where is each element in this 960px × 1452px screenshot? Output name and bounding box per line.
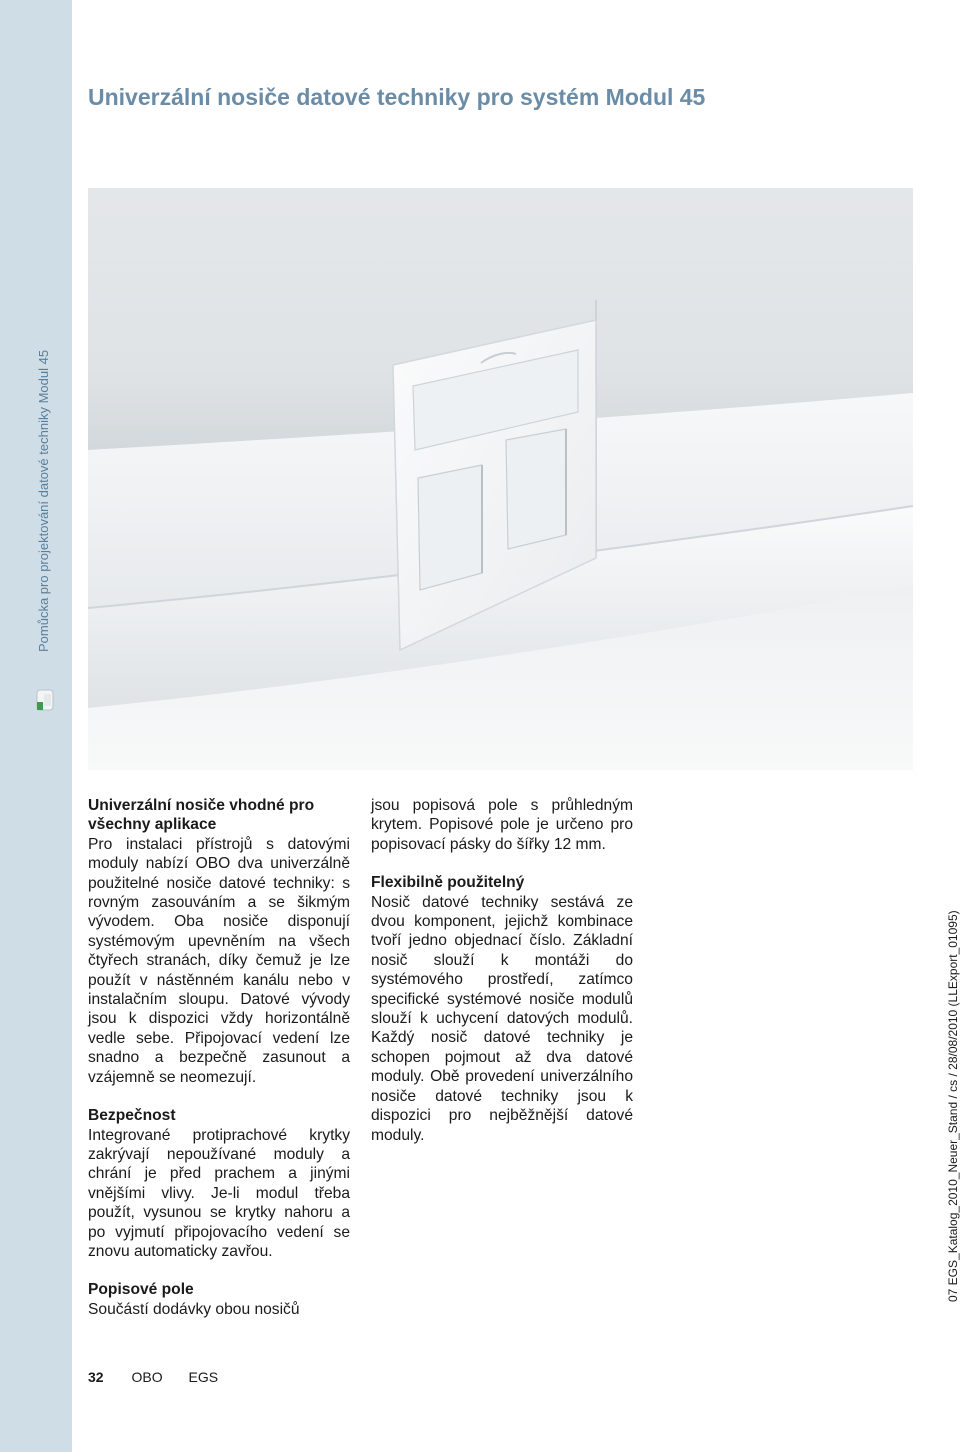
footer-brand: OBO — [131, 1369, 163, 1385]
paragraph-universal-carriers: Pro instalaci přístrojů s datovými moduly nabízí OBO dva univerzálně použitelné nosiče datové techniky: s rovným zasouváním a se šikmým vývodem. Oba nosiče disponují systémovým upevněním na všech čtyřech stranách, díky čemuž je lze použít v nástěnném kanálu nebo v instalačním sloupu. Datové vývody jsou k dispozici vždy horizontálně vedle sebe. Připojovací vedení lze snadno a bezpečně zasunout a vzájemně se neomezují. — [88, 835, 350, 1086]
product-photo — [88, 188, 913, 770]
text-column-right — [371, 796, 633, 1145]
text-column-left — [88, 796, 350, 1319]
paragraph-flexible: Nosič datové techniky sestává ze dvou komponent, jejichž kombinace tvoří jedno objednací číslo. Základní nosič slouží k montáži do systémového prostředí, zatímco specifické systémové nosiče modulů slouží k uchycení datových modulů. Každý nosič datové techniky je schopen pojmout až dva datové moduly. Obě provedení univerzálního nosiče datové techniky jsou k dispozici pro nejběžnější datové moduly. — [371, 893, 633, 1144]
catalog-export-label: 07 EGS_Katalog_2010_Neuer_Stand / cs / 28/08/2010 (LLExport_01095) — [946, 910, 960, 1302]
paragraph-safety: Integrované protiprachové krytky zakrývají nepoužívané moduly a chrání je před prachem a jinými vnějšími vlivy. Je-li modul třeba použít, vysunou se krytky nahoru a po vyjmutí připojovacího vedení se znovu automaticky zavřou. — [88, 1126, 350, 1260]
paragraph-label-field-continued: jsou popisová pole s průhledným krytem. Popisové pole je určeno pro popisovací pásky do šířky 12 mm. — [371, 797, 633, 853]
heading-safety: Bezpečnost — [88, 1107, 176, 1125]
footer-section: EGS — [188, 1369, 219, 1385]
heading-universal-carriers: Univerzální nosiče vhodné pro všechny aplikace — [88, 797, 315, 834]
side-label: Pomůcka pro projektování datové techniky Modul 45 — [36, 349, 51, 652]
heading-label-field: Popisové pole — [88, 1281, 194, 1299]
obo-logo-icon — [34, 688, 58, 712]
page-number: 32 — [88, 1369, 104, 1385]
paragraph-label-field-start: Součástí dodávky obou nosičů — [88, 1300, 300, 1318]
side-strip — [0, 0, 72, 1452]
heading-flexible: Flexibilně použitelný — [371, 874, 525, 892]
page-footer — [88, 1369, 240, 1385]
data-socket-image — [88, 188, 913, 770]
page-title: Univerzální nosiče datové techniky pro systém Modul 45 — [88, 84, 706, 110]
